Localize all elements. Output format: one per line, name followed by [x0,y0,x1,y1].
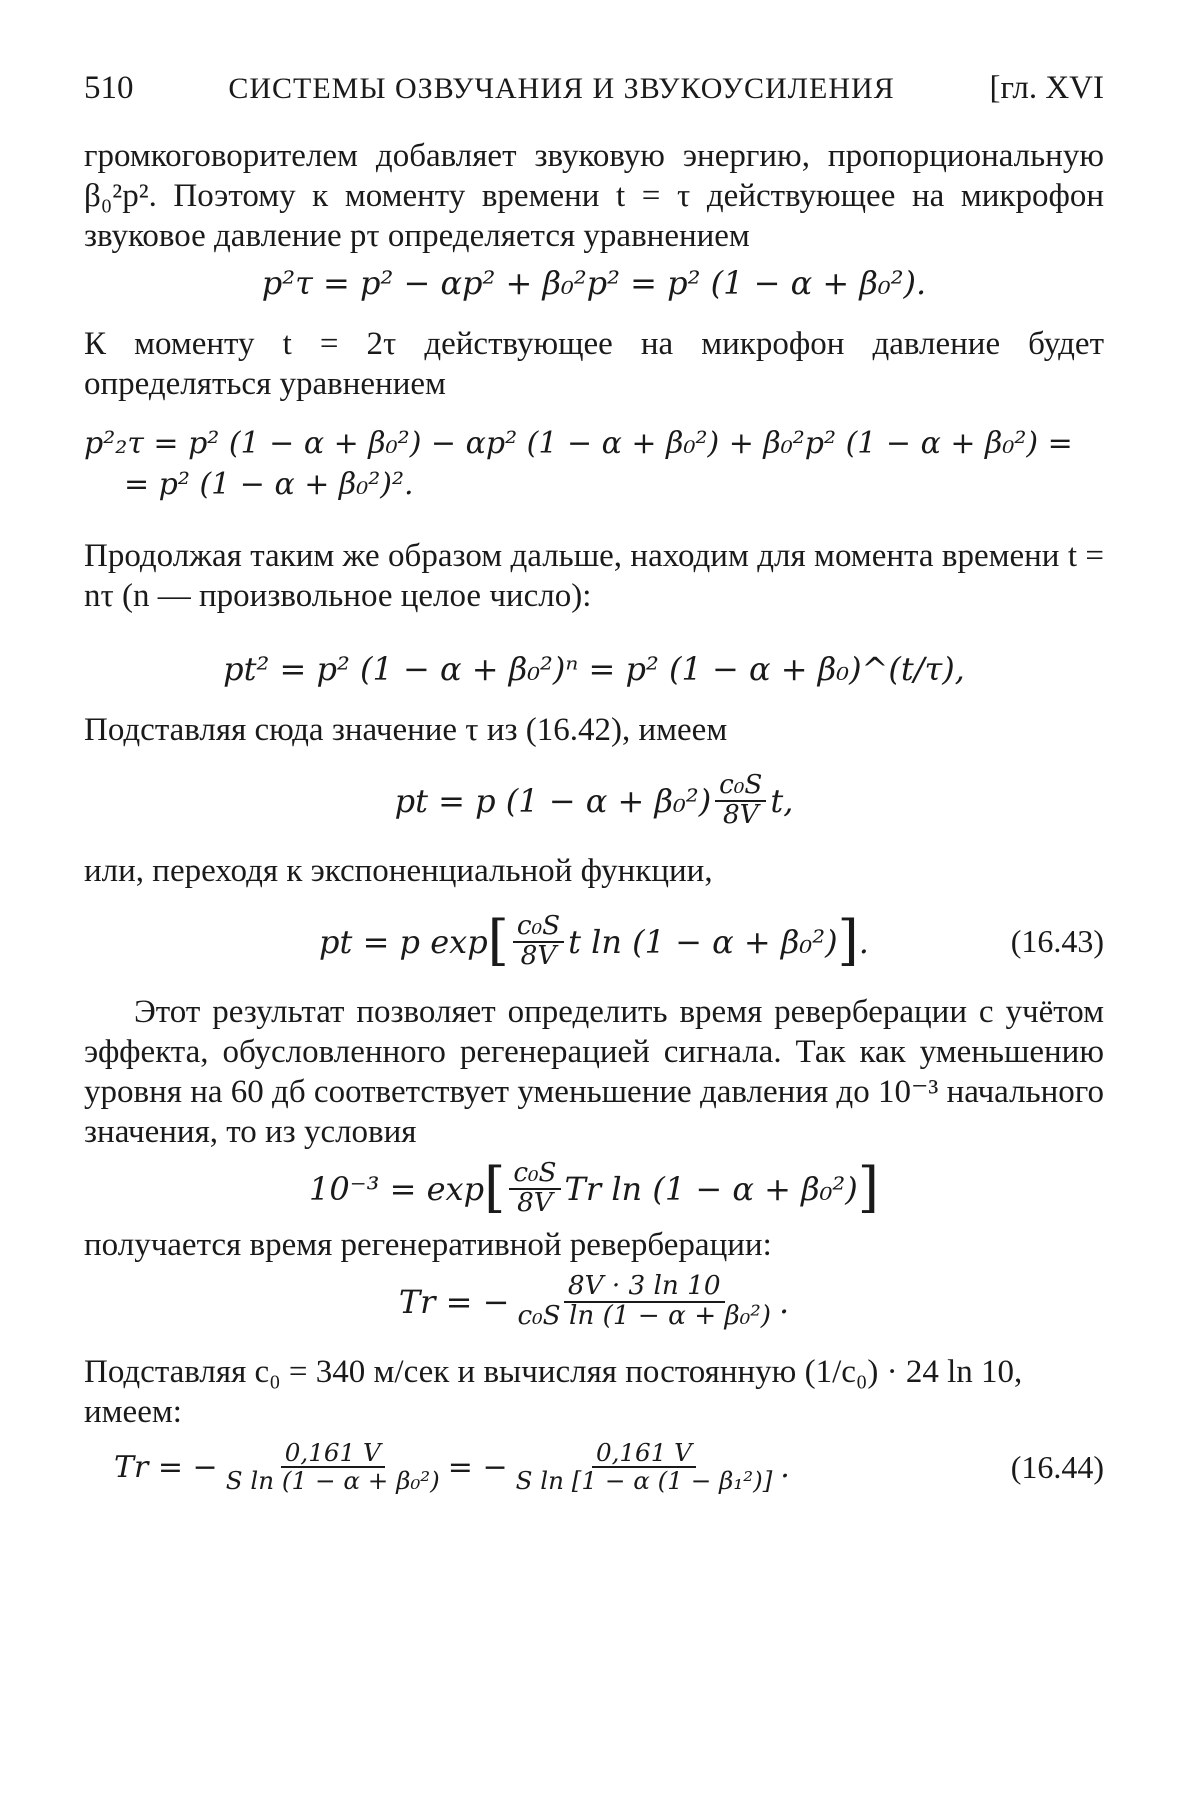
equation-3: pt² = p² (1 − α + β₀²)ⁿ = p² (1 − α + β₀)^(t/τ), [223,650,965,688]
paragraph-1: громкоговорителем добавляет звуковую энергию, пропорциональную β₀²p². Поэтому к моменту времени t = τ действующее на микрофон звуковое давление pτ определяется уравнением [84,138,1104,254]
paragraph-5: или, переходя к экспоненциальной функции, [84,853,713,890]
equation-4 [84,772,1104,829]
paragraph-9: имеем: [84,1394,182,1431]
paragraph-4: Подставляя сюда значение τ из (16.42), имеем [84,712,728,748]
eq8-fraction-2 [512,1440,777,1494]
eq4-denominator: 8V [722,799,759,830]
chapter-label: [гл. XVI [989,70,1104,106]
eq8-numerator-2: 0,161 V [592,1440,696,1468]
eq4-right: t, [770,781,794,820]
equation-2-line-2: = p² (1 − α + β₀²)². [124,467,414,502]
page-header [84,70,1104,128]
equation-5 [84,909,1104,973]
paragraph-7: получается время регенеративной реверберации: [84,1227,772,1264]
paragraph-3: Продолжая таким же образом дальше, находим для момента времени t = nτ (n — произвольное целое число): [84,538,1104,614]
eq8-end: . [780,1449,790,1485]
eq5-right: t ln (1 − α + β₀²) [568,922,838,961]
eq6-right: Tr ln (1 − α + β₀²) [564,1169,858,1208]
eq8-denominator-2: S ln [1 − α (1 − β₁²)] [515,1466,773,1496]
eq8-denominator-1: S ln (1 − α + β₀²) [225,1466,440,1496]
eq6-denominator: 8V [517,1187,553,1218]
eq7-denominator: c₀S ln (1 − α + β₀²) [517,1300,771,1331]
left-bracket: [ [487,909,509,973]
document-page [84,70,1104,1494]
eq7-fraction [513,1273,775,1330]
eq6-fraction [509,1160,560,1217]
eq8-fraction-1 [222,1440,444,1494]
equation-6 [84,1156,1104,1220]
paragraph-2: К моменту t = 2τ действующее на микрофон давление будет определяться уравнением [84,326,1104,402]
equation-number-16-44: (16.44) [1010,1448,1104,1485]
eq7-end: . [778,1282,790,1321]
equation-1: p²τ = p² − αp² + β₀²p² = p² (1 − α + β₀²). [261,264,927,302]
eq7-left: Tr = − [398,1282,510,1321]
eq8-middle: = − [447,1449,508,1485]
eq5-left: pt = p exp [319,922,488,961]
page-number: 510 [84,70,134,106]
paragraph-8: Подставляя c₀ = 340 м/сек и вычисляя постоянную (1/c₀) · 24 ln 10, [84,1354,1023,1391]
equation-number-16-43: (16.43) [1010,923,1104,960]
eq6-left: 10⁻³ = exp [309,1169,485,1208]
eq5-fraction [513,913,564,970]
eq7-numerator: 8V · 3 ln 10 [564,1273,725,1303]
right-bracket: ] [857,1156,879,1220]
eq6-numerator: c₀S [509,1160,560,1190]
equation-8 [84,1440,1104,1494]
right-bracket: ] [837,909,859,973]
running-title: СИСТЕМЫ ОЗВУЧАНИЯ И ЗВУКОУСИЛЕНИЯ [228,72,895,105]
eq4-left: pt = p (1 − α + β₀²) [394,781,712,820]
eq4-fraction [715,772,766,829]
eq8-left: Tr = − [114,1449,218,1485]
equation-2-line-1: p²₂τ = p² (1 − α + β₀²) − αp² (1 − α + β₀²) + β₀²p² (1 − α + β₀²) = [84,426,1073,461]
eq4-numerator: c₀S [715,772,766,802]
eq5-denominator: 8V [520,940,557,971]
equation-7 [84,1273,1104,1330]
eq8-numerator-1: 0,161 V [281,1440,385,1468]
left-bracket: [ [484,1156,506,1220]
eq5-numerator: c₀S [513,913,564,943]
paragraph-6: Этот результат позволяет определить время реверберации с учётом эффекта, обусловленного регенерацией сигнала. Так как уменьшению уровня на 60 дб соответствует уменьшение давления до 10⁻³ начального значения, то из условия [84,994,1104,1151]
eq5-end: . [858,922,869,961]
